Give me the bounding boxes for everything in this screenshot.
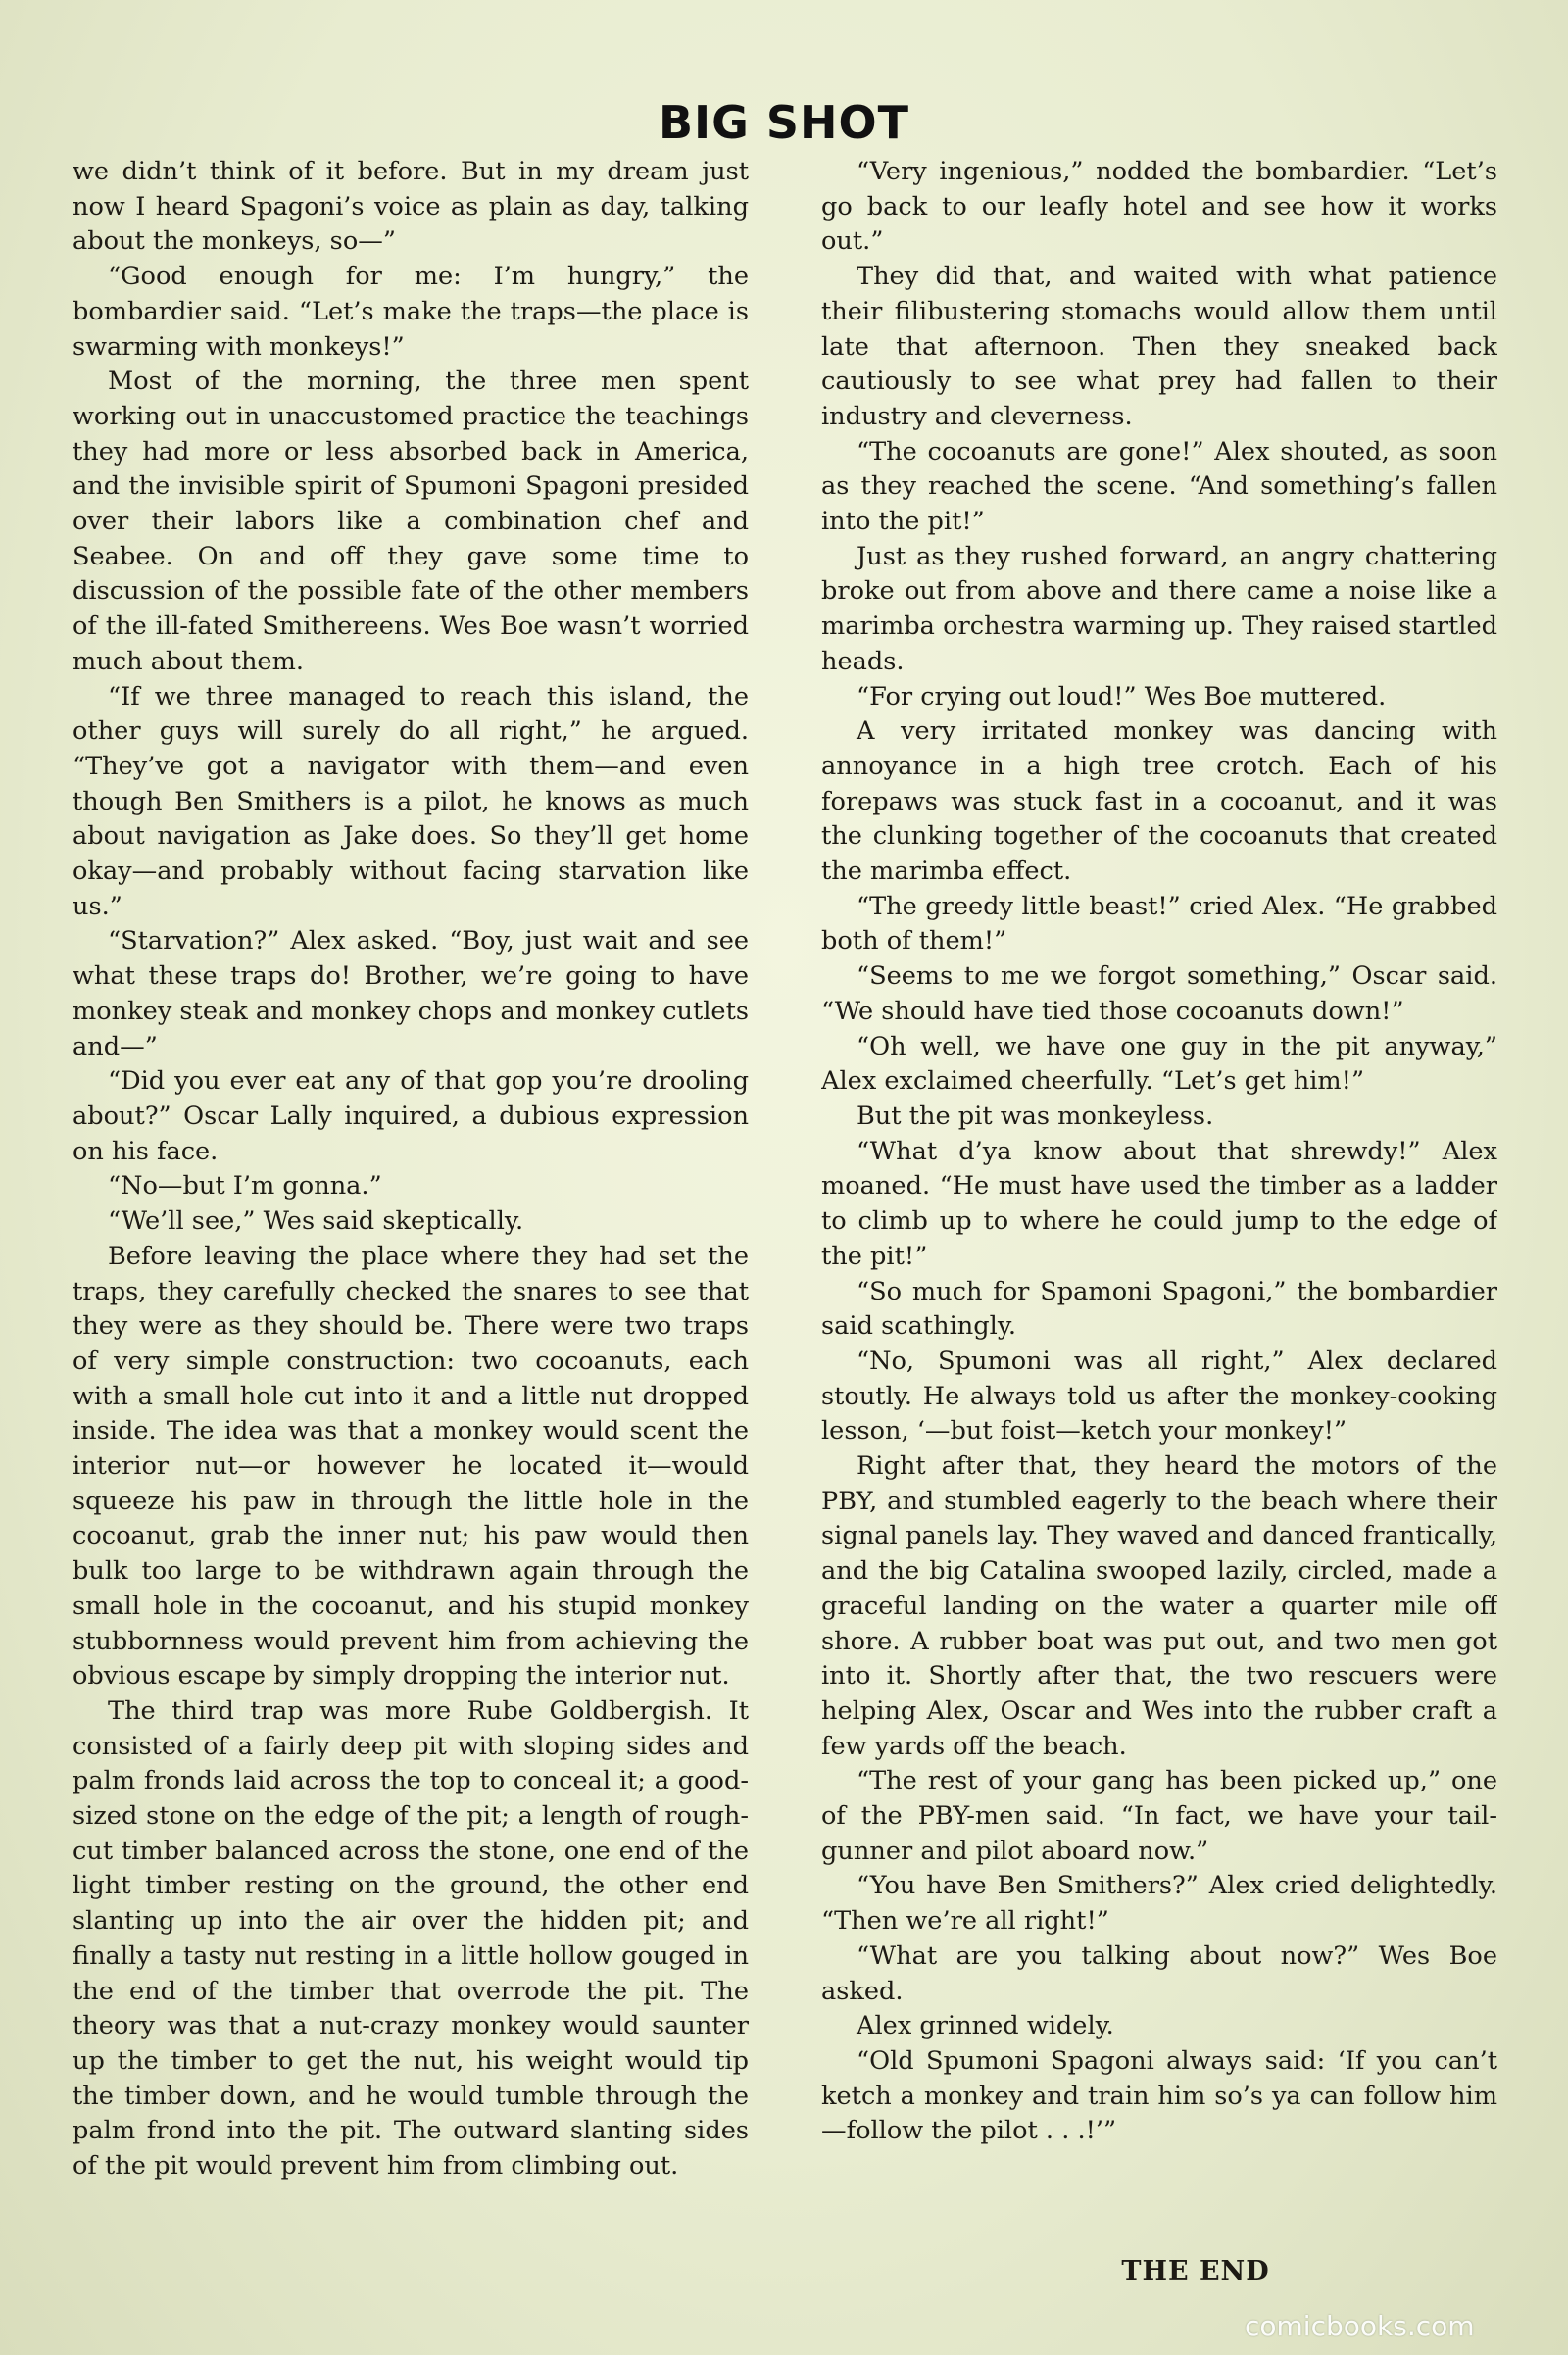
paragraph: “What d’ya know about that shrewdy!” Alex moaned. “He must have used the timber as a ladder to climb up to where he could jump to the edge of the pit!” [821,1136,1497,1271]
paragraph: “The cocoanuts are gone!” Alex shouted, as soon as they reached the scene. “And something’s fallen into the pit!” [821,436,1497,537]
left-text-column [73,155,749,2311]
paragraph: “For crying out loud!” Wes Boe muttered. [857,681,1387,711]
paragraph: “Did you ever eat any of that gop you’re drooling about?” Oscar Lally inquired, a dubious expression on his face. [73,1066,749,1166]
paragraph: we didn’t think of it before. But in my dream just now I heard Spagoni’s voice as plain as day, talking about the monkeys, so—” [73,157,749,257]
paragraph: “Starvation?” Alex asked. “Boy, just wait and see what these traps do! Brother, we’re going to have monkey steak and monkey chops and monkey cutlets and—” [73,926,749,1061]
paragraph: “The greedy little beast!” cried Alex. “He grabbed both of them!” [821,891,1497,957]
paragraph: They did that, and waited with what patience their filibustering stomachs would allow them until late that afternoon. Then they sneaked back cautiously to see what prey had fallen to their industry and cleverness. [821,262,1497,431]
the-end-label: THE END [1121,2256,1270,2286]
paragraph: “Old Spumoni Spagoni always said: ‘If you can’t ketch a monkey and train him so’s ya can follow him—follow the pilot . . .!’” [821,2045,1497,2146]
paragraph: “No—but I’m gonna.” [108,1171,382,1202]
paragraph: “We’ll see,” Wes said skeptically. [108,1206,524,1237]
right-text-column [821,155,1497,2311]
paragraph: Right after that, they heard the motors of the PBY, and stumbled eagerly to the beach where their signal panels lay. They waved and danced frantically, and the big Catalina swooped lazily, circled, made a graceful landing on the water a quarter mile off shore. A rubber boat was put out, and two men got into it. Shortly after that, the two rescuers were helping Alex, Oscar and Wes into the rubber craft a few yards off the beach. [821,1451,1497,1761]
paragraph: “So much for Spamoni Spagoni,” the bombardier said scathingly. [821,1276,1497,1342]
paragraph: Alex grinned widely. [857,2011,1114,2041]
paragraph: The third trap was more Rube Goldbergish. It consisted of a fairly deep pit with sloping sides and palm fronds laid across the top to conceal it; a good-sized stone on the edge of the pit; a length of rough-cut timber balanced across the stone, one end of the light timber resting on the ground, the other end slanting up into the air over the hidden pit; and finally a tasty nut resting in a little hollow gouged in the end of the timber that overrode the pit. The theory was that a nut-crazy monkey would saunter up the timber to get the nut, his weight would tip the timber down, and he would tumble through the palm frond into the pit. The outward slanting sides of the pit would prevent him from climbing out. [73,1695,749,2182]
paragraph: A very irritated monkey was dancing with annoyance in a high tree crotch. Each of his forepaws was stuck fast in a cocoanut, and it was the clunking together of the cocoanuts that created the marimba effect. [821,716,1497,887]
paragraph: “Oh well, we have one guy in the pit anyway,” Alex exclaimed cheerfully. “Let’s get him!” [821,1031,1497,1097]
paragraph: “Very ingenious,” nodded the bombardier. “Let’s go back to our leafly hotel and see how it works out.” [821,157,1497,257]
paragraph: “You have Ben Smithers?” Alex cried delightedly. “Then we’re all right!” [821,1871,1497,1937]
site-watermark: comicbooks.com [1245,2310,1475,2342]
paragraph: “What are you talking about now?” Wes Boe asked. [821,1940,1497,2006]
page-title: BIG SHOT [658,96,910,149]
paragraph: “No, Spumoni was all right,” Alex declared stoutly. He always told us after the monkey-cooking lesson, ‘—but foist—ketch your monkey!” [821,1346,1497,1447]
paragraph: Just as they rushed forward, an angry chattering broke out from above and there came a noise like a marimba orchestra warming up. They raised startled heads. [821,541,1497,676]
paragraph: “If we three managed to reach this island, the other guys will surely do all right,” he argued. “They’ve got a navigator with them—and even though Ben Smithers is a pilot, he knows as much about navigation as Jake does. So they’ll get home okay—and probably without facing starvation like us.” [73,681,749,921]
paragraph: “Seems to me we forgot something,” Oscar said. “We should have tied those cocoanuts down!” [821,961,1497,1026]
paragraph: Before leaving the place where they had set the traps, they carefully checked the snares to see that they were as they should be. There were two traps of very simple construction: two cocoanuts, each with a small hole cut into it and a little nut dropped inside. The idea was that a monkey would scent the interior nut—or however he located it—would squeeze his paw in through the little hole in the cocoanut, grab the inner nut; his paw would then bulk too large to be withdrawn again through the small hole in the cocoanut, and his stupid monkey stubbornness would prevent him from achieving the obvious escape by simply dropping the interior nut. [73,1241,749,1692]
paragraph: “The rest of your gang has been picked up,” one of the PBY-men said. “In fact, we have your tail-gunner and pilot aboard now.” [821,1766,1497,1866]
paragraph: Most of the morning, the three men spent working out in unaccustomed practice the teachings they had more or less absorbed back in America, and the invisible spirit of Spumoni Spagoni presided over their labors like a combination chef and Seabee. On and off they gave some time to discussion of the possible fate of the other members of the ill-fated Smithereens. Wes Boe wasn’t worried much about them. [73,367,749,676]
paragraph: But the pit was monkeyless. [857,1101,1214,1131]
paragraph: “Good enough for me: I’m hungry,” the bombardier said. “Let’s make the traps—the place is swarming with monkeys!” [73,262,749,362]
